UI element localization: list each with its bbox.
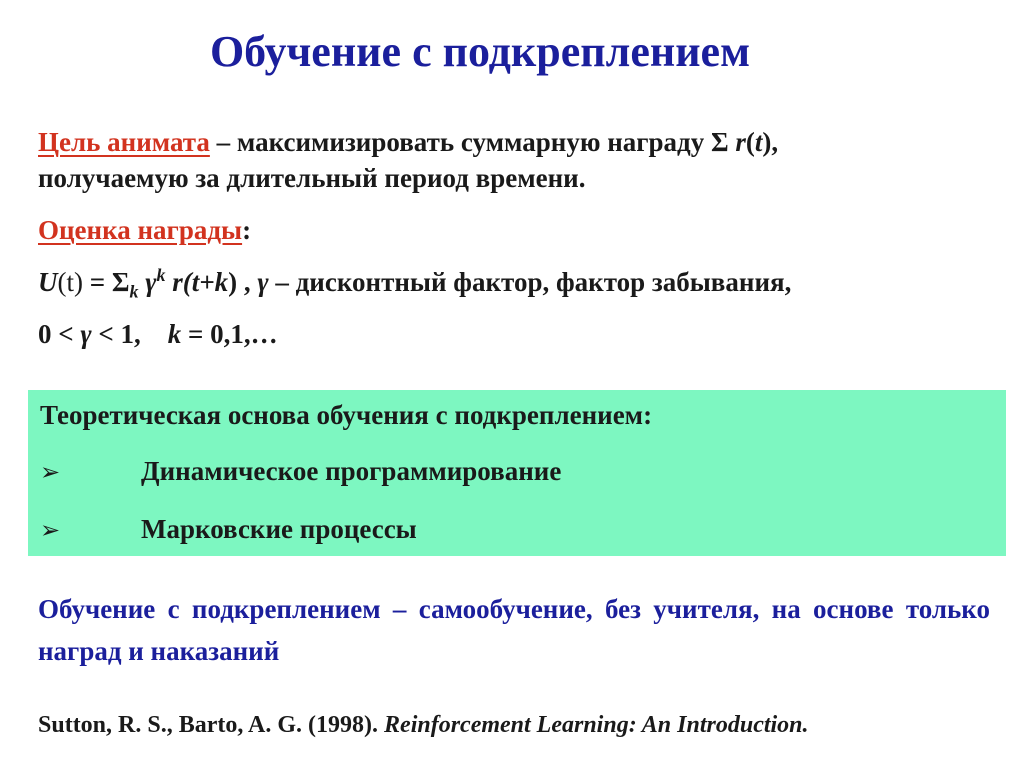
formula-line [38, 264, 988, 300]
goal-paren-close: ), [762, 127, 779, 157]
formula-desc: – дисконтный фактор, фактор забывания, [268, 267, 792, 297]
formula-sigma-sub: k [129, 281, 139, 302]
bullet-arrow-icon: ➢ [40, 460, 61, 486]
estimate-heading [38, 212, 988, 248]
theory-box-heading: Теоретическая основа обучения с подкреплением: [40, 400, 653, 430]
formula-gamma-sup: k [156, 265, 166, 285]
constraint-k: k [167, 319, 182, 349]
formula-paren-t: (t) [57, 267, 83, 297]
formula-gamma2: γ [257, 267, 269, 297]
constraint-zero: 0 < [38, 319, 81, 349]
theory-item-dynamic-programming: Динамическое программирование [141, 456, 562, 486]
constraint-gamma: γ [80, 319, 92, 349]
formula-comma: , [237, 267, 258, 297]
theory-item-markov-processes: Марковские процессы [141, 514, 417, 544]
goal-paren-open: ( [745, 127, 755, 157]
formula-sigma: = Σ [82, 267, 130, 297]
goal-r: r [735, 127, 746, 157]
reference [38, 712, 809, 739]
formula-t-plus-k: t+k [191, 267, 229, 297]
slide-title: Обучение с подкреплением [209, 27, 751, 76]
formula-close: ) [228, 267, 238, 297]
formula-r: r( [165, 267, 192, 297]
goal-t: t [754, 127, 763, 157]
goal-label: Цель анимата [38, 127, 210, 157]
reference-book: Reinforcement Learning: An Introduction. [384, 712, 809, 738]
summary-paragraph: Обучение с подкреплением – самообучение, без учителя, на основе только наград и наказаний [38, 594, 990, 666]
estimate-colon: : [242, 215, 252, 245]
constraint-line [38, 316, 988, 352]
theory-box [28, 390, 1006, 556]
bullet-arrow-icon: ➢ [40, 518, 61, 544]
constraint-lt-one: < 1, [91, 319, 168, 349]
goal-line2: получаемую за длительный период времени. [38, 163, 586, 193]
goal-text: – максимизировать суммарную награду Σ [209, 127, 736, 157]
formula-U: U [38, 267, 58, 297]
formula-gamma: γ [138, 267, 157, 297]
goal-paragraph [38, 124, 988, 196]
estimate-label: Оценка награды [38, 215, 243, 245]
constraint-rest: = 0,1,… [181, 319, 278, 349]
reference-authors: Sutton, R. S., Barto, A. G. (1998). [38, 712, 385, 738]
